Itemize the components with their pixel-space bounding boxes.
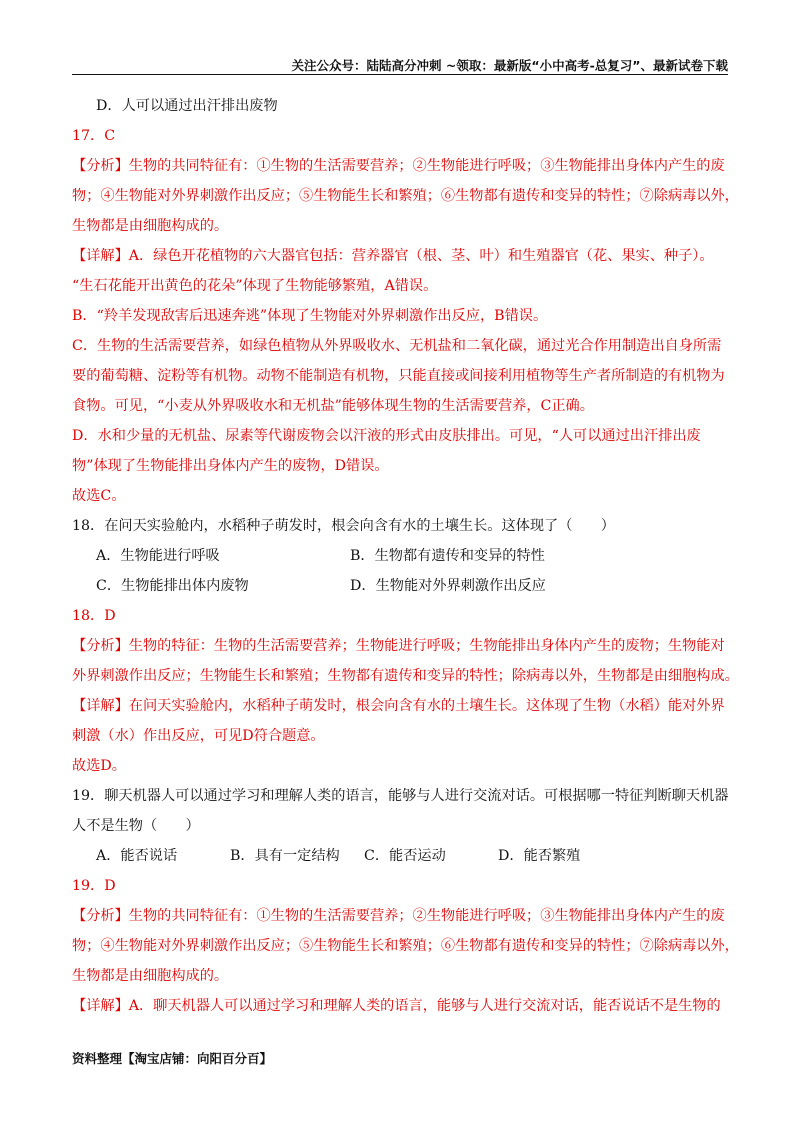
q18-detail-line: 刺激（水）作出反应，可见D符合题意。 xyxy=(72,728,325,744)
q19-option-b: B．具有一定结构 xyxy=(230,848,340,864)
q18-question: 18．在问天实验舱内，水稻种子萌发时，根会向含有水的土壤生长。这体现了（ ） xyxy=(72,518,615,534)
q19-option-d: D．能否繁殖 xyxy=(498,848,581,864)
q18-options-row xyxy=(72,546,732,566)
q19-answer: 19．D xyxy=(72,878,116,894)
q17-detail-line: “生石花能开出黄色的花朵”体现了生物能够繁殖，A错误。 xyxy=(72,278,438,294)
q18-answer: 18．D xyxy=(72,608,116,624)
q19-question-line: 人不是生物（ ） xyxy=(72,818,200,834)
q19-analysis-line: 生物都是由细胞构成的。 xyxy=(72,968,229,984)
q18-options-row xyxy=(72,576,732,596)
q17-detail-line: 要的葡萄糖、淀粉等有机物。动物不能制造有机物，只能直接或间接利用植物等生产者所制造的有机物为 xyxy=(72,368,725,384)
q19-question-line: 19．聊天机器人可以通过学习和理解人类的语言，能够与人进行交流对话。可根据哪一特征判断聊天机器 xyxy=(72,788,729,804)
q18-detail-line: 【详解】在问天实验舱内，水稻种子萌发时，根会向含有水的土壤生长。这体现了生物（水稻）能对外界 xyxy=(72,698,725,714)
document-body xyxy=(72,96,739,1026)
q19-analysis-line: 【分析】生物的共同特征有：①生物的生活需要营养；②生物能进行呼吸；③生物能排出身体内产生的废 xyxy=(72,908,725,924)
q17-conclusion: 故选C。 xyxy=(72,488,126,504)
q19-detail-line: 【详解】A．聊天机器人可以通过学习和理解人类的语言，能够与人进行交流对话，能否说话不是生物的 xyxy=(72,998,721,1014)
q17-detail-line: D．水和少量的无机盐、尿素等代谢废物会以汗液的形式由皮肤排出。可见，“人可以通过出汗排出废 xyxy=(72,428,701,444)
q18-option-b: B．生物都有遗传和变异的特性 xyxy=(350,548,545,564)
q17-analysis-line: 生物都是由细胞构成的。 xyxy=(72,218,229,234)
q19-option-c: C．能否运动 xyxy=(364,848,446,864)
previous-option-d: D．人可以通过出汗排出废物 xyxy=(96,98,278,114)
page-footer: 资料整理【淘宝店铺：向阳百分百】 xyxy=(72,1051,273,1066)
q17-detail-line: 物”体现了生物能排出身体内产生的废物，D错误。 xyxy=(72,458,389,474)
q17-detail-line: 【详解】A．绿色开花植物的六大器官包括：营养器官（根、茎、叶）和生殖器官（花、果实、种子）。 xyxy=(72,248,714,264)
q18-conclusion: 故选D。 xyxy=(72,758,126,774)
q19-analysis-line: 物；④生物能对外界刺激作出反应；⑤生物能生长和繁殖；⑥生物都有遗传和变异的特性；⑦除病毒以外， xyxy=(72,938,739,954)
q18-option-c: C．生物能排出体内废物 xyxy=(96,578,249,594)
q18-option-d: D．生物能对外界刺激作出反应 xyxy=(350,578,546,594)
q18-option-a: A．生物能进行呼吸 xyxy=(96,548,220,564)
q17-analysis-line: 物；④生物能对外界刺激作出反应；⑤生物能生长和繁殖；⑥生物都有遗传和变异的特性；⑦除病毒以外， xyxy=(72,188,739,204)
q17-detail-line: C．生物的生活需要营养，如绿色植物从外界吸收水、无机盐和二氧化碳，通过光合作用制造出自身所需 xyxy=(72,338,722,354)
header-divider xyxy=(72,74,728,75)
q17-detail-line: B．“羚羊发现敌害后迅速奔逃”体现了生物能对外界刺激作出反应，B错误。 xyxy=(72,308,548,324)
q18-analysis-line: 【分析】生物的特征：生物的生活需要营养；生物能进行呼吸；生物能排出身体内产生的废物；生物能对 xyxy=(72,638,725,654)
q19-option-a: A．能否说话 xyxy=(96,848,178,864)
q17-answer: 17．C xyxy=(72,128,116,144)
q18-analysis-line: 外界刺激作出反应；生物能生长和繁殖；生物都有遗传和变异的特性；除病毒以外，生物都是由细胞构成。 xyxy=(72,668,739,684)
q17-analysis-line: 【分析】生物的共同特征有：①生物的生活需要营养；②生物能进行呼吸；③生物能排出身体内产生的废 xyxy=(72,158,725,174)
page-header: 关注公众号：陆陆高分冲刺 ~领取：最新版“小中高考-总复习”、最新试卷下载 xyxy=(291,58,728,73)
q19-options-row xyxy=(72,846,732,866)
q17-detail-line: 食物。可见，“小麦从外界吸收水和无机盐”能够体现生物的生活需要营养，C正确。 xyxy=(72,398,594,414)
